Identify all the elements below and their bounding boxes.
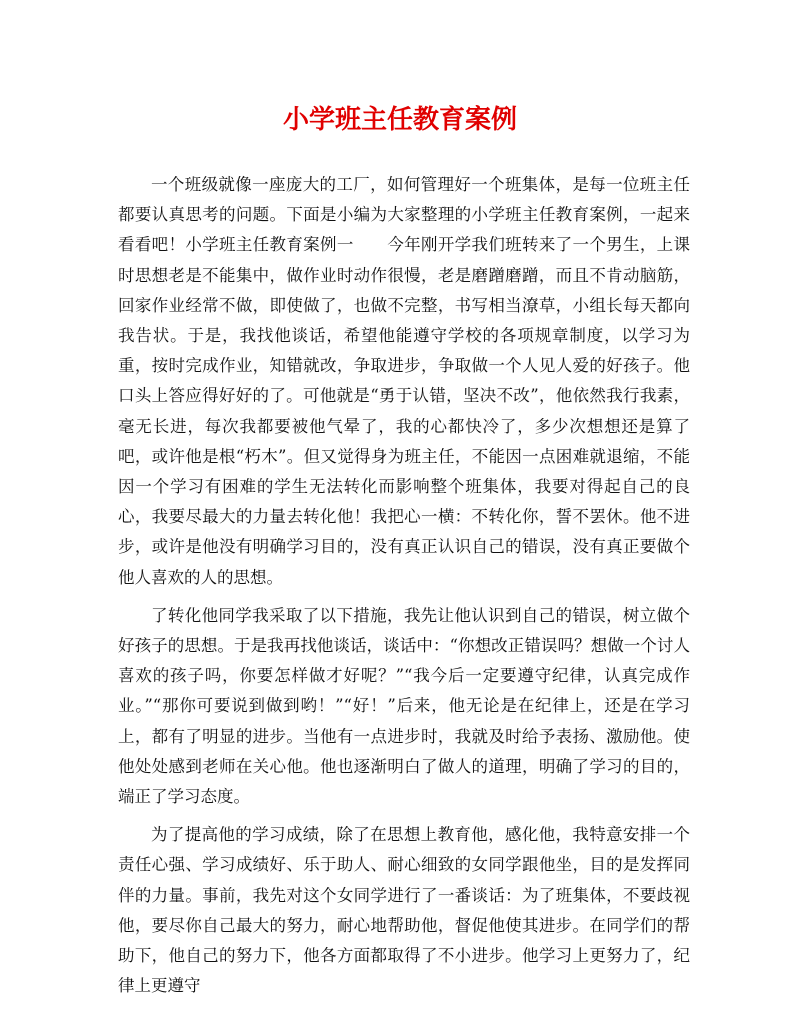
paragraph-1: 一个班级就像一座庞大的工厂，如何管理好一个班集体，是每一位班主任都要认真思考的问题。下面是小编为大家整理的小学班主任教育案例，一起来看看吧！小学班主任教育案例一 今年刚开学我们班转来了一个男生，上课时思想老是不能集中，做作业时动作很慢，老是磨蹭磨蹭，而且不肯动脑筋，回家作业经常不做，即使做了，也做不完整，书写相当潦草，小组长每天都向我告状。于是，我找他谈话，希望他能遵守学校的各项规章制度，以学习为重，按时完成作业，知错就改，争取进步，争取做一个人见人爱的好孩子。他口头上答应得好好的了。可他就是“勇于认错，坚决不改”，他依然我行我素，毫无长进，每次我都要被他气晕了，我的心都快冷了，多少次想想还是算了吧，或许他是根“朽木”。但又觉得身为班主任，不能因一点困难就退缩，不能因一个学习有困难的学生无法转化而影响整个班集体，我要对得起自己的良心，我要尽最大的力量去转化他！我把心一横：不转化你，誓不罢休。他不进步，或许是他没有明确学习目的，没有真正认识自己的错误，没有真正要做个他人喜欢的人的思想。	[118, 175, 690, 587]
paragraph-2: 了转化他同学我采取了以下措施，我先让他认识到自己的错误，树立做个好孩子的思想。于是我再找他谈话，谈话中：“你想改正错误吗？想做一个讨人喜欢的孩子吗，你要怎样做才好呢？”“我今后一定要遵守纪律，认真完成作业。”“那你可要说到做到哟！”“好！”后来，他无论是在纪律上，还是在学习上，都有了明显的进步。当他有一点进步时，我就及时给予表扬、激励他。使他处处感到老师在关心他。他也逐渐明白了做人的道理，明确了学习的目的，端正了学习态度。	[118, 605, 690, 807]
document-title: 小学班主任教育案例	[282, 105, 517, 135]
paragraph-3: 为了提高他的学习成绩，除了在思想上教育他，感化他，我特意安排一个责任心强、学习成绩好、乐于助人、耐心细致的女同学跟他坐，目的是发挥同伴的力量。事前，我先对这个女同学进行了一番谈话：为了班集体，不要歧视他，要尽你自己最大的努力，耐心地帮助他，督促他使其进步。在同学们的帮助下，他自己的努力下，他各方面都取得了不小进步。他学习上更努力了，纪律上更遵守	[118, 825, 690, 996]
document-body	[118, 170, 690, 1009]
